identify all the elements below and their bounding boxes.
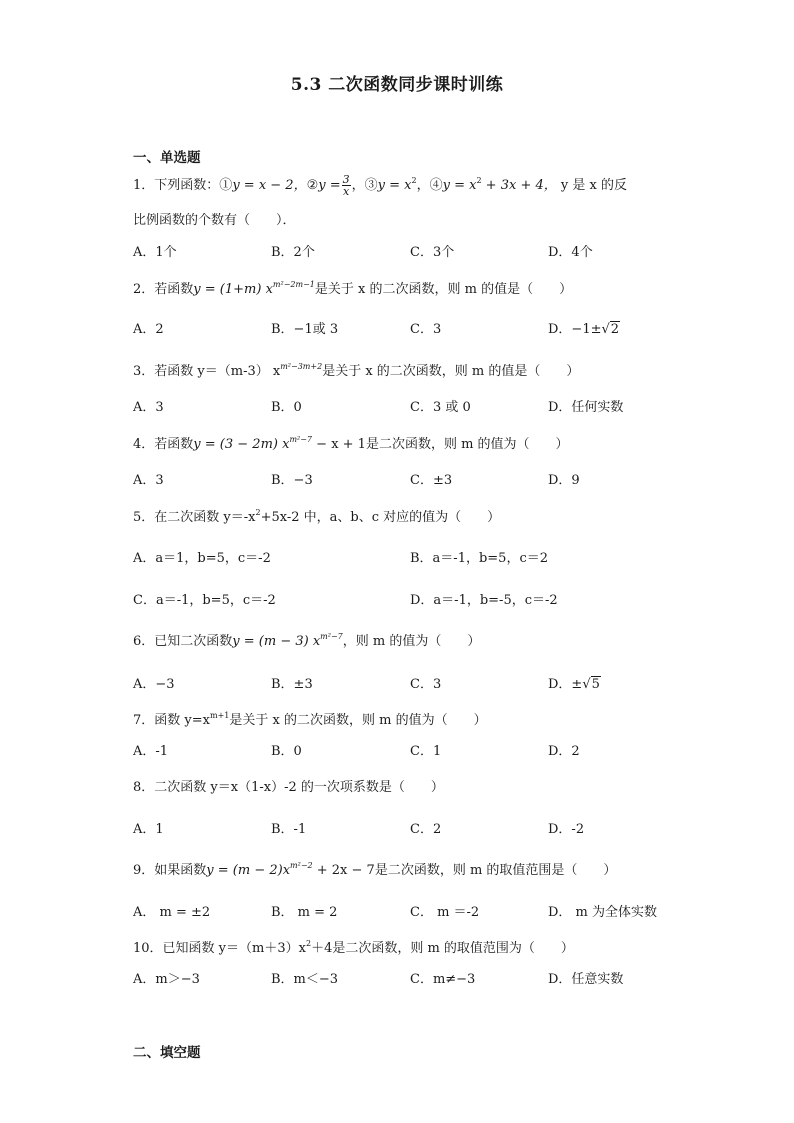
question-1-line-2: 比例函数的个数有（ ）． (133, 213, 296, 228)
option-c: C．1 (410, 744, 442, 759)
option-a: A．−3 (133, 677, 175, 692)
formula: ， (416, 178, 430, 193)
question-text: 若函数 y＝（m-3） x (154, 364, 281, 379)
option-c: C．a＝-1，b=5，c＝-2 (133, 593, 276, 608)
option-d (548, 675, 601, 695)
formula: y = (3 − 2m) x (193, 437, 290, 452)
question-number: 1． (133, 178, 155, 193)
exponent: m²−7 (289, 435, 313, 444)
question-text: 若函数 (154, 282, 194, 297)
formula: + 3x + 4， (481, 178, 557, 193)
question-text: 若函数 (154, 437, 194, 452)
option-d: D．a＝-1，b=-5，c＝-2 (410, 593, 558, 608)
option-b: B．0 (271, 744, 302, 759)
question-text: 已知函数 y＝（m＋3）x (162, 941, 306, 956)
formula: y = x (442, 178, 477, 193)
option-d: D．4个 (548, 245, 593, 260)
square-root: √5 (582, 677, 600, 692)
question-number: 8． (133, 780, 155, 795)
option-a: A．1个 (133, 245, 177, 260)
question-7 (133, 711, 487, 731)
option-b: B．a＝-1，b=5，c＝2 (410, 551, 549, 566)
question-text: 函数 y=x (154, 713, 210, 728)
option-a: A．3 (133, 473, 164, 488)
page-title: 5.3 二次函数同步课时训练 (290, 75, 504, 95)
circled-number: ① (219, 178, 233, 193)
question-number: 4． (133, 437, 155, 452)
circled-number: ④ (429, 178, 443, 193)
question-text: − x + 1是二次函数，则 m 的值为（ ） (312, 437, 569, 452)
question-text: 已知二次函数 (154, 634, 233, 649)
question-4 (133, 435, 569, 455)
option-d: D． m 为全体实数 (548, 905, 658, 920)
option-b: B．−1或 3 (271, 322, 339, 337)
question-text: +5x-2 中，a、b、c 对应的值为（ ） (260, 510, 501, 525)
option-c: C．3个 (410, 245, 455, 260)
question-number: 5． (133, 510, 155, 525)
exponent: m²−3m+2 (280, 362, 323, 371)
square-root: √2 (601, 322, 620, 337)
option-a: A．1 (133, 822, 164, 837)
option-c: C．±3 (410, 473, 453, 488)
option-c: C．m≠−3 (410, 972, 476, 987)
radicand: 2 (610, 322, 620, 337)
exponent: 2 (411, 176, 417, 185)
question-number: 10． (133, 941, 163, 956)
radicand: 5 (591, 677, 600, 692)
question-text: 是关于 x 的二次函数，则 m 的值为（ ） (229, 713, 487, 728)
question-text: 是关于 x 的二次函数，则 m 的值是（ ） (314, 282, 573, 297)
option-b: B．0 (271, 400, 302, 415)
question-text: 在二次函数 y＝-x (154, 510, 256, 525)
question-number: 2． (133, 282, 155, 297)
fraction-numerator: 3 (342, 173, 350, 186)
option-b: B．±3 (271, 677, 313, 692)
formula: y = (m − 2)x (206, 863, 291, 878)
option-d: D．任意实数 (548, 972, 624, 987)
question-8 (133, 778, 444, 798)
question-3 (133, 362, 579, 382)
exponent: m²−2 (290, 861, 313, 870)
question-1 (133, 174, 627, 197)
exponent: m²−2m−1 (272, 280, 315, 289)
section-heading-fill-in: 二、填空题 (133, 1045, 201, 1061)
formula: ， (351, 178, 365, 193)
option-a: A．-1 (133, 744, 169, 759)
question-text: 是关于 x 的二次函数，则 m 的值是（ ） (322, 364, 580, 379)
option-b: B．2个 (271, 245, 315, 260)
question-2 (133, 280, 572, 300)
option-b: B．−3 (271, 473, 313, 488)
exponent: m+1 (209, 711, 230, 720)
question-number: 9． (133, 863, 155, 878)
exponent: 2 (255, 508, 261, 517)
question-number: 3． (133, 364, 155, 379)
option-c: C． m ＝-2 (410, 905, 480, 920)
option-d: D．2 (548, 744, 580, 759)
formula: y = x − 2， (232, 178, 307, 193)
option-text: D．−1± (548, 322, 602, 337)
option-d (548, 320, 620, 340)
question-text: y 是 x 的反 (556, 178, 627, 193)
question-6 (133, 632, 480, 652)
option-b: B． m = 2 (271, 905, 338, 920)
fraction (342, 174, 351, 197)
question-text: 如果函数 (154, 863, 207, 878)
question-text: ＋4是二次函数，则 m 的取值范围为（ ） (311, 941, 574, 956)
option-b: B．m＜−3 (271, 972, 339, 987)
question-5 (133, 508, 500, 528)
option-d: D．9 (548, 473, 580, 488)
circled-number: ③ (364, 178, 378, 193)
exponent: 2 (476, 176, 482, 185)
question-text: ，则 m 的值为（ ） (342, 634, 481, 649)
option-b: B．-1 (271, 822, 307, 837)
formula: y = (318, 178, 341, 193)
exponent: 2 (305, 939, 312, 948)
option-a: A．2 (133, 322, 164, 337)
question-9 (133, 861, 616, 881)
formula: y = (m − 3) x (232, 634, 321, 649)
option-c: C．3 (410, 322, 442, 337)
option-a: A．3 (133, 400, 164, 415)
option-a: A． m = ±2 (133, 905, 211, 920)
option-d: D．任何实数 (548, 400, 624, 415)
option-a: A．a＝1，b=5，c＝-2 (133, 551, 271, 566)
question-number: 7． (133, 713, 155, 728)
option-a: A．m＞−3 (133, 972, 200, 987)
formula: y = (1+m) x (193, 282, 273, 297)
question-text: + 2x − 7是二次函数，则 m 的取值范围是（ ） (312, 863, 617, 878)
question-text: 下列函数： (154, 178, 220, 193)
section-heading-single-choice: 一、单选题 (133, 150, 201, 166)
option-text: D．± (548, 677, 583, 692)
question-10 (133, 939, 574, 959)
option-c: C．2 (410, 822, 442, 837)
fraction-denominator: x (343, 185, 350, 198)
exponent: m²−7 (320, 632, 343, 641)
question-text: 二次函数 y＝x（1-x）-2 的一次项系数是（ ） (154, 780, 444, 795)
formula: y = x (377, 178, 412, 193)
option-c: C．3 或 0 (410, 400, 471, 415)
question-number: 6． (133, 634, 155, 649)
option-d: D．-2 (548, 822, 585, 837)
option-c: C．3 (410, 677, 442, 692)
circled-number: ② (306, 178, 319, 193)
